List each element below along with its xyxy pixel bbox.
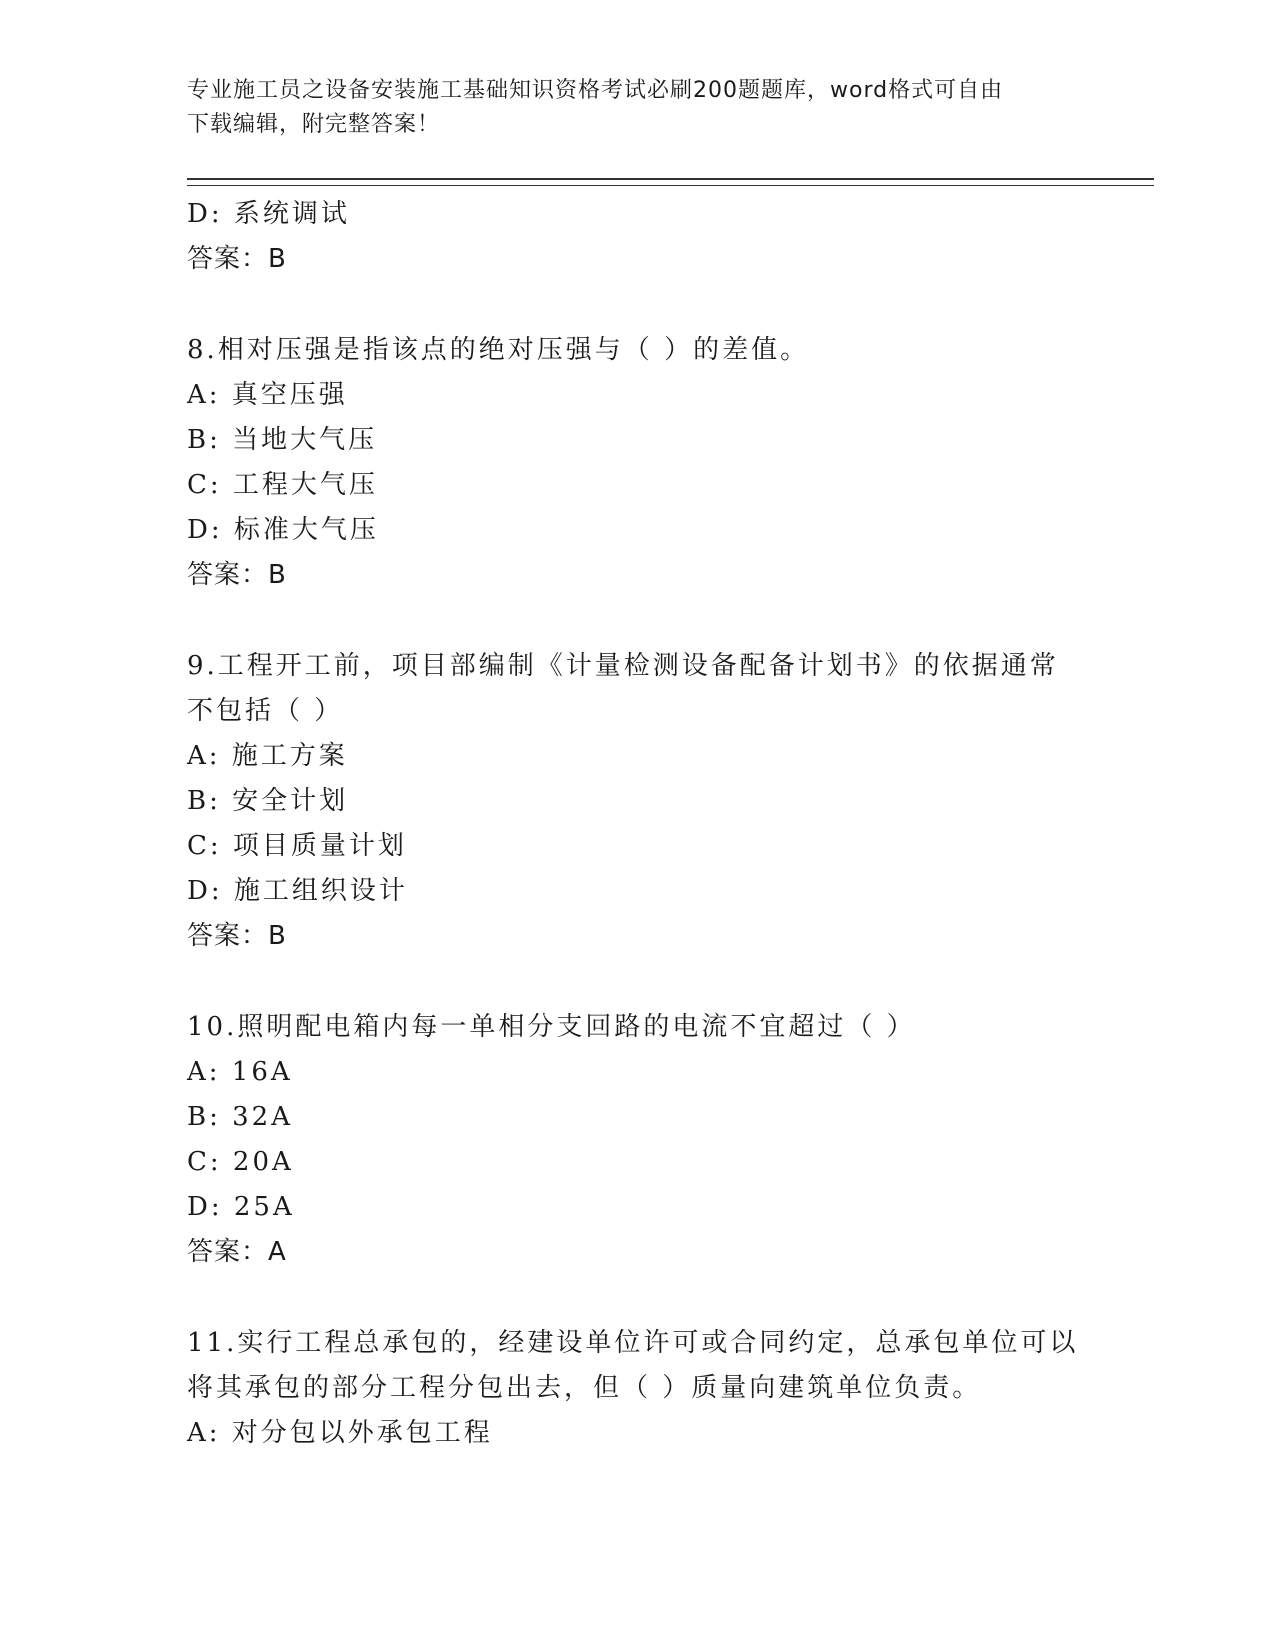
- option-b: B: 当地大气压: [187, 425, 378, 455]
- option-a: A: 真空压强: [187, 380, 348, 410]
- header-line-1: 专业施工员之设备安装施工基础知识资格考试必刷200题题库，word格式可自由: [187, 78, 1004, 103]
- question-text-line-2: 不包括（ ）: [187, 696, 344, 726]
- question-10: [187, 1005, 1147, 1275]
- question-text: 8.相对压强是指该点的绝对压强与（ ）的差值。: [187, 335, 810, 365]
- header-line-2: 下载编辑，附完整答案！: [187, 112, 441, 137]
- answer-line: 答案：B: [187, 244, 287, 274]
- document-header: [187, 74, 1087, 142]
- option-b: B: 32A: [187, 1102, 293, 1132]
- question-text-line-1: 9.工程开工前，项目部编制《计量检测设备配备计划书》的依据通常: [187, 651, 1059, 681]
- option-a: A: 对分包以外承包工程: [187, 1418, 493, 1448]
- answer-line: 答案：A: [187, 1237, 287, 1267]
- question-8: [187, 328, 1147, 598]
- question-text-line-2: 将其承包的部分工程分包出去，但（ ）质量向建筑单位负责。: [187, 1373, 982, 1403]
- answer-line: 答案：B: [187, 921, 287, 951]
- option-a: A: 16A: [187, 1057, 293, 1087]
- option-d: D: 标准大气压: [187, 515, 379, 545]
- question-text: 10.照明配电箱内每一单相分支回路的电流不宜超过（ ）: [187, 1012, 916, 1042]
- question-11: [187, 1321, 1147, 1456]
- question-7-continuation: [187, 192, 1147, 282]
- header-divider: [187, 178, 1154, 186]
- question-text-line-1: 11.实行工程总承包的，经建设单位许可或合同约定，总承包单位可以: [187, 1328, 1079, 1358]
- option-d: D: 25A: [187, 1192, 295, 1222]
- option-c: C: 项目质量计划: [187, 831, 407, 861]
- answer-line: 答案：B: [187, 560, 287, 590]
- option-b: B: 安全计划: [187, 786, 349, 816]
- question-list: [187, 192, 1147, 1456]
- option-c: C: 工程大气压: [187, 470, 378, 500]
- option-d: D: 施工组织设计: [187, 876, 408, 906]
- option-a: A: 施工方案: [187, 741, 348, 771]
- option-c: C: 20A: [187, 1147, 294, 1177]
- option-d: D: 系统调试: [187, 199, 350, 229]
- question-9: [187, 644, 1147, 959]
